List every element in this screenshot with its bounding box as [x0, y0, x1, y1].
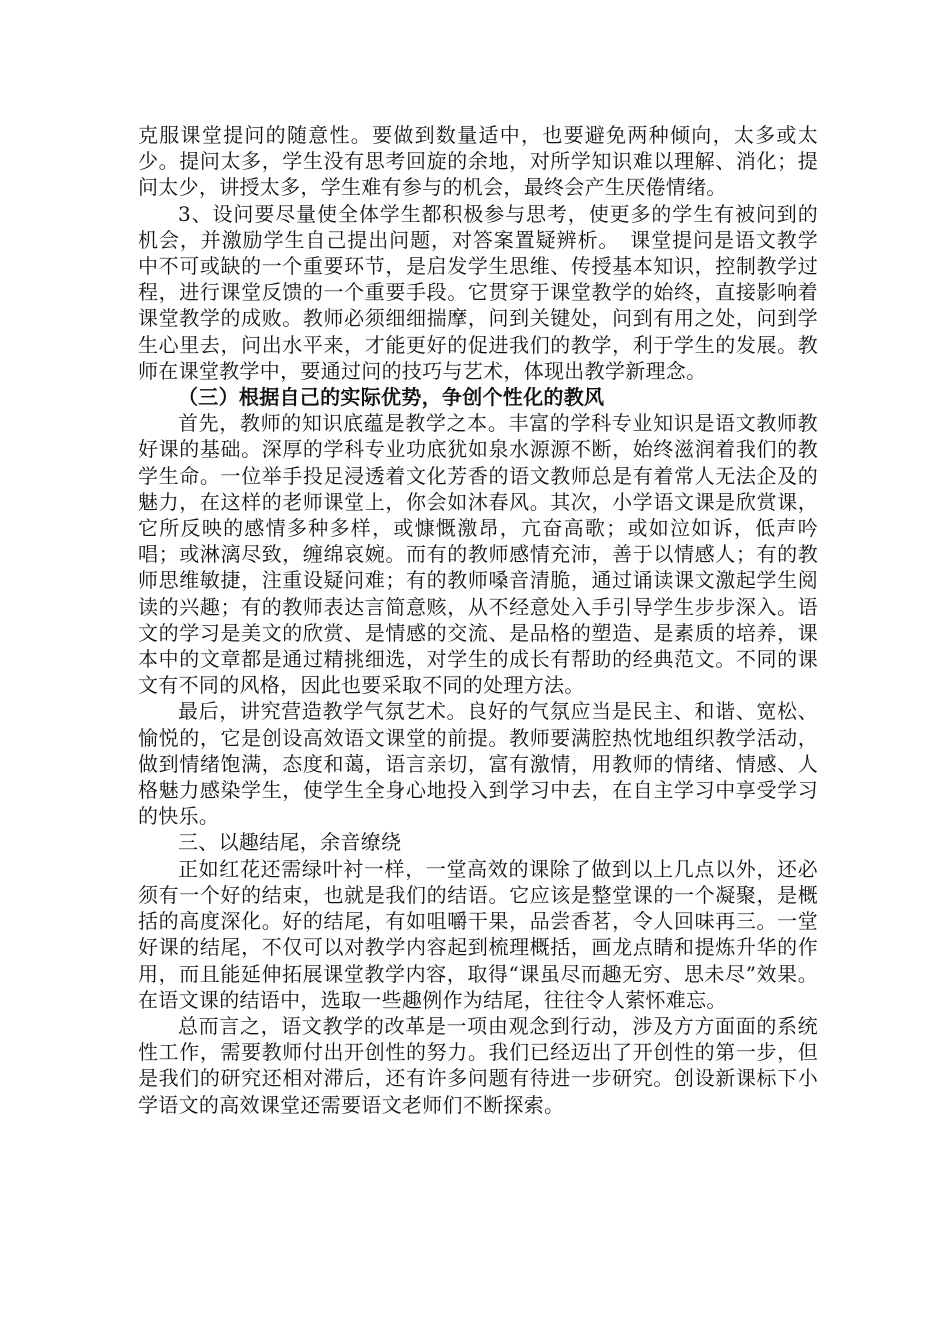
paragraph-conclusion: 总而言之，语文教学的改革是一项由观念到行动，涉及方方面面的系统性工作，需要教师付出开创性的努力。我们已经迈出了开创性的第一步，但是我们的研究还相对滞后，还有许多问题有待进一步研究。创设新课标下小学语文的高效课堂还需要语文老师们不断探索。 [138, 1013, 818, 1117]
document-page [138, 122, 818, 1118]
paragraph-question-quantity: 克服课堂提问的随意性。要做到数量适中，也要避免两种倾向，太多或太少。提问太多，学生没有思考回旋的余地，对所学知识难以理解、消化；提问太少，讲授太多，学生难有参与的机会，最终会产生厌倦情绪。 [138, 123, 818, 200]
paragraph-lesson-ending: 正如红花还需绿叶衬一样，一堂高效的课除了做到以上几点以外，还必须有一个好的结束，也就是我们的结语。它应该是整堂课的一个凝聚，是概括的高度深化。好的结尾，有如咀嚼干果，品尝香茗，令人回味再三。一堂好课的结尾，不仅可以对教学内容起到梳理概括，画龙点睛和提炼升华的作用，而且能延伸拓展课堂教学内容，取得“课虽尽而趣无穷、思未尽”效果。在语文课的结语中，选取一些趣例作为结尾，往往令人萦怀难忘。 [138, 856, 818, 1012]
section-heading-teaching-style: （三）根据自己的实际优势，争创个性化的教风 [178, 385, 605, 410]
section-heading-ending: 三、以趣结尾，余音缭绕 [178, 830, 402, 855]
paragraph-teacher-knowledge: 首先，教师的知识底蕴是教学之本。丰富的学科专业知识是语文教师教好课的基础。深厚的学科专业功底犹如泉水源源不断，始终滋润着我们的教学生命。一位举手投足浸透着文化芳香的语文教师总是有着常人无法企及的魅力，在这样的老师课堂上，你会如沐春风。其次，小学语文课是欣赏课，它所反映的感情多种多样，或慷慨激昂，亢奋高歌；或如泣如诉，低声吟唱；或淋漓尽致，缠绵哀婉。而有的教师感情充沛，善于以情感人；有的教师思维敏捷，注重设疑问难；有的教师嗓音清脆，通过诵读课文激起学生阅读的兴趣；有的教师表达言简意赅，从不经意处入手引导学生步步深入。语文的学习是美文的欣赏、是情感的交流、是品格的塑造、是素质的培养，课本中的文章都是通过精挑细选，对学生的成长有帮助的经典范文。不同的课文有不同的风格，因此也要采取不同的处理方法。 [138, 411, 818, 698]
paragraph-classroom-atmosphere: 最后，讲究营造教学气氛艺术。良好的气氛应当是民主、和谐、宽松、愉悦的，它是创设高效语文课堂的前提。教师要满腔热忱地组织教学活动，做到情绪饱满，态度和蔼，语言亲切，富有激情，用教师的情绪、情感、人格魅力感染学生，使学生全身心地投入到学习中去，在自主学习中享受学习的快乐。 [138, 699, 818, 829]
paragraph-question-participation: 3、设问要尽量使全体学生都积极参与思考，使更多的学生有被问到的机会，并激励学生自己提出问题，对答案置疑辨析。 课堂提问是语文教学中不可或缺的一个重要环节，是启发学生思维、传授基本知识，控制教学过程，进行课堂反馈的一个重要手段。它贯穿于课堂教学的始终，直接影响着课堂教学的成败。教师必须细细揣摩，问到关键处，问到有用之处，问到学生心里去，问出水平来，才能更好的促进我们的教学，利于学生的发展。教师在课堂教学中，要通过问的技巧与艺术，体现出教学新理念。 [138, 201, 818, 383]
